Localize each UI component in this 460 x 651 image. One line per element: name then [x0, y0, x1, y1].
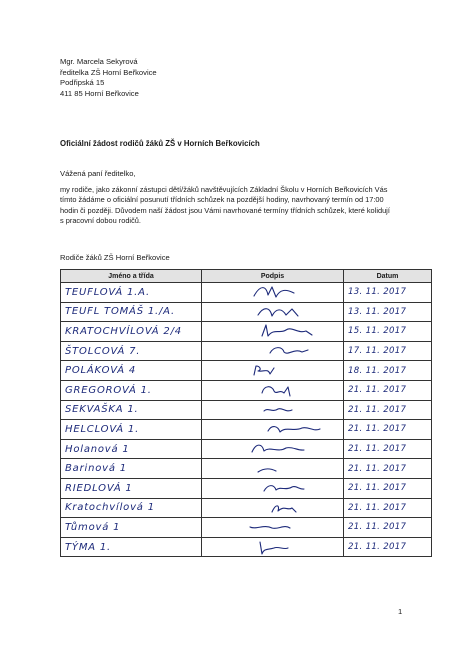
table-row — [61, 400, 432, 420]
handwritten-signature — [206, 283, 343, 301]
signature-cell — [202, 380, 344, 400]
table-row — [61, 361, 432, 381]
signer-name-cell: TÝMA 1. — [61, 537, 202, 557]
signature-date-cell: 18. 11. 2017 — [344, 361, 432, 381]
signature-date-cell: 21. 11. 2017 — [344, 400, 432, 420]
table-row — [61, 420, 432, 440]
signature-stroke — [252, 445, 304, 452]
signature-date-cell: 21. 11. 2017 — [344, 537, 432, 557]
signature-cell — [202, 302, 344, 322]
signature-stroke — [264, 486, 304, 491]
signature-stroke — [250, 527, 290, 529]
signer-name-cell: HELCLOVÁ 1. — [61, 420, 202, 440]
table-row — [61, 498, 432, 518]
handwritten-signature — [206, 538, 343, 556]
signature-stroke — [254, 287, 294, 297]
signature-date-cell: 21. 11. 2017 — [344, 478, 432, 498]
signature-date-cell: 21. 11. 2017 — [344, 459, 432, 479]
body-line: my rodiče, jako zákonní zástupci dětí/žáků navštěvujících Základní Školu v Horních Beřkovicích Vás — [60, 185, 388, 194]
handwritten-signature — [206, 518, 343, 536]
signature-stroke — [258, 469, 276, 472]
signature-cell — [202, 498, 344, 518]
signature-stroke — [268, 427, 320, 432]
letter-subject: Oficiální žádost rodičů žáků ZŠ v Horních Beřkovicích — [60, 139, 260, 148]
body-line: s pracovní dobou rodičů. — [60, 216, 141, 226]
signer-name-cell: RIEDLOVÁ 1 — [61, 478, 202, 498]
header-signature: Podpis — [202, 270, 344, 283]
signature-date-cell: 13. 11. 2017 — [344, 302, 432, 322]
signer-name-cell: Kratochvílová 1 — [61, 498, 202, 518]
handwritten-signature — [206, 440, 343, 458]
signatures-label: Rodiče žáků ZŠ Horní Beřkovice — [60, 253, 170, 262]
header-date: Datum — [344, 270, 432, 283]
signature-cell — [202, 400, 344, 420]
signature-stroke — [262, 387, 290, 396]
signature-stroke — [258, 309, 298, 316]
table-row — [61, 478, 432, 498]
handwritten-signature — [206, 499, 343, 517]
signature-stroke — [262, 325, 312, 336]
signer-name-cell: TEUFLOVÁ 1.A. — [61, 283, 202, 303]
page-number: 1 — [398, 607, 403, 616]
table-row — [61, 518, 432, 538]
body-line: hodin či později. Důvodem naší žádost jsou Vámi navrhované termíny třídních schůzek, které kolidují — [60, 205, 390, 215]
signature-table — [60, 269, 432, 557]
table-row — [61, 302, 432, 322]
table-row — [61, 537, 432, 557]
signer-name-cell: KRATOCHVÍLOVÁ 2/4 — [61, 322, 202, 342]
handwritten-signature — [206, 303, 343, 321]
signature-cell — [202, 518, 344, 538]
signer-name-cell: Barinová 1 — [61, 459, 202, 479]
body-line: tímto žádáme o oficiální posunutí třídních schůzek na pozdější hodiny, navrhovaný termín od 17:00 — [60, 195, 384, 205]
handwritten-signature — [206, 420, 343, 438]
recipient-street: Podřipská 15 — [60, 78, 105, 88]
signature-stroke — [272, 506, 296, 512]
signature-stroke — [254, 366, 274, 375]
signature-stroke — [260, 542, 288, 554]
signer-name-cell: GREGOROVÁ 1. — [61, 380, 202, 400]
handwritten-signature — [206, 342, 343, 360]
handwritten-signature — [206, 362, 343, 380]
signature-date-cell: 21. 11. 2017 — [344, 420, 432, 440]
letter-body — [60, 185, 408, 227]
signer-name-cell: TEUFL TOMÁŠ 1./A. — [61, 302, 202, 322]
signer-name-cell: POLÁKOVÁ 4 — [61, 361, 202, 381]
header-name: Jméno a třída — [61, 270, 202, 283]
table-row — [61, 322, 432, 342]
recipient-name: Mgr. Marcela Sekyrová — [60, 57, 138, 66]
handwritten-signature — [206, 479, 343, 497]
recipient-city: 411 85 Horní Beřkovice — [60, 88, 139, 98]
signature-cell — [202, 459, 344, 479]
recipient-address — [60, 57, 157, 99]
handwritten-signature — [206, 401, 343, 419]
handwritten-signature — [206, 322, 343, 340]
table-row — [61, 283, 432, 303]
signer-name-cell: Tůmová 1 — [61, 518, 202, 538]
signature-cell — [202, 322, 344, 342]
signature-date-cell: 13. 11. 2017 — [344, 283, 432, 303]
signature-cell — [202, 439, 344, 459]
table-header-row — [61, 270, 432, 283]
signature-date-cell: 21. 11. 2017 — [344, 439, 432, 459]
letter-greeting: Vážená paní ředitelko, — [60, 169, 136, 178]
signature-date-cell: 17. 11. 2017 — [344, 341, 432, 361]
signature-date-cell: 21. 11. 2017 — [344, 380, 432, 400]
signature-stroke — [270, 348, 308, 354]
signature-date-cell: 21. 11. 2017 — [344, 518, 432, 538]
signer-name-cell: Holanová 1 — [61, 439, 202, 459]
table-row — [61, 439, 432, 459]
signer-name-cell: SEKVAŠKA 1. — [61, 400, 202, 420]
signature-date-cell: 15. 11. 2017 — [344, 322, 432, 342]
signature-cell — [202, 283, 344, 303]
signature-date-cell: 21. 11. 2017 — [344, 498, 432, 518]
signature-cell — [202, 420, 344, 440]
signature-cell — [202, 361, 344, 381]
signer-name-cell: ŠTOLCOVÁ 7. — [61, 341, 202, 361]
signature-cell — [202, 478, 344, 498]
recipient-title: ředitelka ZŠ Horní Beřkovice — [60, 67, 157, 77]
handwritten-signature — [206, 381, 343, 399]
table-row — [61, 341, 432, 361]
table-row — [61, 459, 432, 479]
signature-stroke — [264, 408, 292, 410]
handwritten-signature — [206, 460, 343, 478]
signature-cell — [202, 341, 344, 361]
table-row — [61, 380, 432, 400]
signature-cell — [202, 537, 344, 557]
